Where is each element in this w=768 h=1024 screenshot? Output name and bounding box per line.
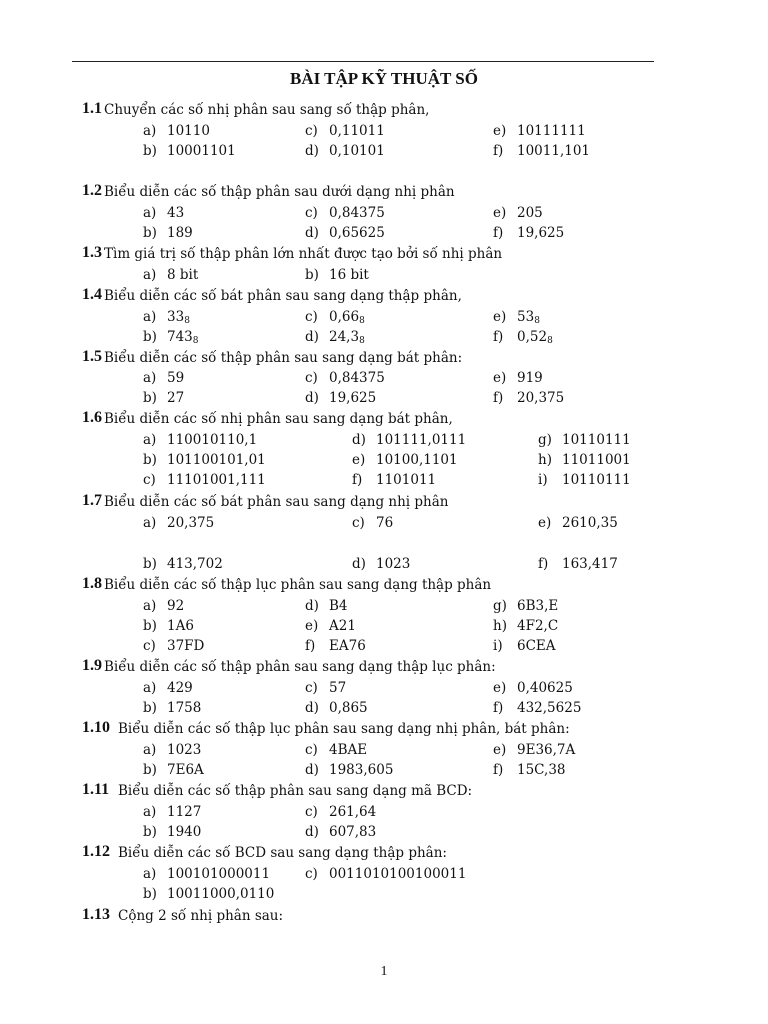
question-number: 1.11 — [82, 781, 110, 798]
answer-option — [143, 267, 198, 283]
option-value: 76 — [376, 515, 394, 531]
option-letter: a) — [143, 515, 157, 531]
answer-option — [143, 309, 190, 326]
answer-option — [352, 472, 436, 488]
option-letter: g) — [493, 598, 507, 614]
option-letter: e) — [493, 309, 507, 325]
answer-option — [305, 370, 385, 386]
option-letter: d) — [305, 598, 319, 614]
base-subscript: 8 — [192, 336, 199, 346]
answer-option — [143, 866, 270, 882]
option-letter: b) — [143, 762, 157, 778]
base-subscript: 8 — [359, 336, 365, 346]
question-number: 1.3 — [82, 244, 102, 261]
answer-option — [305, 866, 466, 882]
answer-option — [143, 680, 193, 696]
option-letter: a) — [143, 309, 157, 325]
question-text: Biểu diễn các số nhị phân sau sang dạng bát phân, — [104, 411, 453, 427]
question-text: Cộng 2 số nhị phân sau: — [118, 908, 284, 924]
question-text: Biểu diễn các số bát phân sau sang dạng thập phân, — [104, 288, 462, 304]
question-number: 1.9 — [82, 657, 102, 674]
option-value: 6B3,E — [517, 598, 559, 614]
question-text: Biểu diễn các số thập lục phân sau sang dạng nhị phân, bát phân: — [118, 721, 570, 737]
answer-option — [352, 515, 393, 531]
option-value: 20,375 — [167, 515, 215, 531]
answer-option — [143, 225, 193, 241]
option-letter: f) — [493, 390, 504, 406]
option-letter: d) — [305, 762, 319, 778]
option-letter: e) — [305, 618, 319, 634]
option-letter: d) — [305, 390, 319, 406]
option-letter: e) — [538, 515, 552, 531]
answer-option — [305, 309, 365, 326]
answer-option — [143, 598, 184, 614]
option-letter: b) — [143, 700, 157, 716]
option-value: 37FD — [167, 638, 205, 654]
option-value: 7E6A — [167, 762, 204, 778]
question-text: Tìm giá trị số thập phân lớn nhất được tạo bởi số nhị phân — [104, 246, 503, 262]
answer-option — [305, 205, 385, 221]
page-title: BÀI TẬP KỸ THUẬT SỐ — [289, 69, 478, 88]
option-letter: h) — [538, 452, 552, 468]
answer-option — [305, 390, 376, 406]
option-letter: e) — [493, 680, 507, 696]
answer-option — [143, 515, 214, 531]
answer-option — [143, 700, 201, 716]
option-value: 10011000,0110 — [167, 886, 275, 902]
option-value: 205 — [517, 205, 543, 221]
option-letter: f) — [493, 762, 504, 778]
answer-option — [493, 370, 543, 386]
answer-option — [143, 556, 223, 572]
option-value: 413,702 — [167, 556, 223, 572]
option-value: 432,5625 — [517, 700, 582, 716]
option-letter: a) — [143, 598, 157, 614]
question-number: 1.13 — [82, 906, 110, 923]
answer-option — [538, 515, 618, 531]
option-value: 0,84375 — [329, 370, 385, 386]
answer-option — [493, 329, 553, 346]
question-number: 1.1 — [82, 100, 102, 117]
option-letter: d) — [352, 432, 366, 448]
answer-option — [493, 225, 564, 241]
option-value: 0,11011 — [329, 123, 385, 139]
option-value: 2610,35 — [562, 515, 618, 531]
option-letter: a) — [143, 804, 157, 820]
answer-option — [143, 824, 201, 840]
option-letter: e) — [493, 742, 507, 758]
option-value: 100101000011 — [167, 866, 271, 882]
option-letter: b) — [143, 618, 157, 634]
option-letter: b) — [143, 225, 157, 241]
option-letter: c) — [305, 205, 318, 221]
answer-option — [538, 452, 631, 468]
answer-option — [305, 267, 369, 283]
option-letter: c) — [305, 680, 318, 696]
option-value: 10110111 — [562, 472, 631, 488]
answer-option — [305, 618, 356, 634]
option-letter: c) — [305, 742, 318, 758]
option-value: 0,10101 — [329, 143, 385, 159]
option-value: 1023 — [167, 742, 202, 758]
answer-option — [143, 762, 204, 778]
option-letter: h) — [493, 618, 507, 634]
base-subscript: 8 — [184, 316, 190, 326]
option-letter: b) — [143, 556, 157, 572]
option-letter: e) — [493, 205, 507, 221]
base-subscript: 8 — [547, 336, 553, 346]
option-value: 33 — [167, 309, 185, 325]
option-letter: f) — [493, 143, 504, 159]
option-value: 27 — [167, 390, 185, 406]
option-letter: c) — [305, 804, 318, 820]
page-number: 1 — [380, 964, 388, 979]
option-value: 1101011 — [376, 472, 437, 488]
question-number: 1.12 — [82, 843, 110, 860]
option-value: 6CEA — [517, 638, 556, 654]
question-text: Biểu diễn các số BCD sau sang dạng thập phân: — [118, 845, 447, 861]
option-letter: f) — [493, 225, 504, 241]
base-subscript: 8 — [359, 316, 365, 326]
option-value: 1983,605 — [329, 762, 394, 778]
answer-option — [493, 618, 558, 634]
option-letter: b) — [143, 143, 157, 159]
answer-option — [305, 143, 385, 159]
answer-option — [143, 618, 194, 634]
answer-option — [493, 123, 586, 139]
option-value: 10110 — [167, 123, 210, 139]
answer-option — [493, 309, 540, 326]
option-letter: c) — [305, 123, 318, 139]
option-letter: a) — [143, 742, 157, 758]
option-letter: g) — [538, 432, 552, 448]
option-letter: b) — [143, 824, 157, 840]
option-value: 4F2,C — [517, 618, 559, 634]
option-letter: b) — [143, 886, 157, 902]
option-value: 429 — [167, 680, 193, 696]
option-value: 0,84375 — [329, 205, 385, 221]
answer-option — [493, 742, 575, 758]
option-letter: f) — [352, 472, 363, 488]
header-rule — [72, 61, 654, 62]
option-value: 1A6 — [167, 618, 194, 634]
answer-option — [143, 123, 210, 139]
option-value: 57 — [329, 680, 347, 696]
question-number: 1.2 — [82, 182, 102, 199]
base-subscript: 8 — [534, 316, 540, 326]
option-value: 11101001,111 — [167, 472, 266, 488]
option-value: 0011010100100011 — [329, 866, 467, 882]
option-letter: i) — [493, 638, 503, 654]
option-value: 10001101 — [167, 143, 236, 159]
option-letter: c) — [305, 370, 318, 386]
option-letter: e) — [352, 452, 366, 468]
option-value: 20,375 — [517, 390, 565, 406]
option-value: 43 — [167, 205, 185, 221]
option-letter: d) — [352, 556, 366, 572]
answer-option — [305, 824, 376, 840]
answer-option — [305, 123, 385, 139]
option-value: 4BAE — [329, 742, 368, 758]
answer-option — [143, 329, 199, 346]
answer-option — [538, 432, 631, 448]
option-letter: a) — [143, 680, 157, 696]
answer-option — [143, 390, 184, 406]
option-value: 24,3 — [329, 329, 360, 345]
answer-option — [143, 804, 201, 820]
option-letter: c) — [305, 866, 318, 882]
option-value: 59 — [167, 370, 185, 386]
option-value: 0,65625 — [329, 225, 385, 241]
option-letter: c) — [305, 309, 318, 325]
answer-option — [493, 143, 590, 159]
option-value: 0,865 — [329, 700, 368, 716]
answer-option — [143, 886, 274, 902]
option-letter: d) — [305, 143, 319, 159]
option-value: 1758 — [167, 700, 202, 716]
answer-option — [305, 329, 365, 346]
question-number: 1.4 — [82, 286, 102, 303]
option-value: EA76 — [329, 638, 366, 654]
question-text: Biểu diễn các số thập phân sau sang dạng mã BCD: — [118, 783, 473, 799]
option-value: 0,40625 — [517, 680, 573, 696]
option-value: 163,417 — [562, 556, 618, 572]
answer-option — [493, 680, 573, 696]
question-text: Biểu diễn các số thập phân sau sang dạng thập lục phân: — [104, 659, 496, 675]
answer-option — [352, 432, 466, 448]
option-letter: c) — [352, 515, 365, 531]
option-value: 607,83 — [329, 824, 377, 840]
answer-option — [305, 680, 346, 696]
option-letter: b) — [143, 390, 157, 406]
option-letter: a) — [143, 866, 157, 882]
option-value: B4 — [329, 598, 348, 614]
answer-option — [143, 472, 266, 488]
option-value: 19,625 — [517, 225, 565, 241]
answer-option — [305, 762, 393, 778]
answer-option — [493, 700, 581, 716]
answer-option — [493, 638, 556, 654]
option-value: A21 — [329, 618, 356, 634]
option-value: 743 — [167, 329, 193, 345]
option-value: 101100101,01 — [167, 452, 266, 468]
answer-option — [493, 762, 566, 778]
option-letter: b) — [305, 267, 319, 283]
option-letter: f) — [493, 329, 504, 345]
answer-option — [143, 370, 184, 386]
answer-option — [493, 390, 564, 406]
answer-option — [352, 556, 410, 572]
option-letter: d) — [305, 824, 319, 840]
option-letter: a) — [143, 123, 157, 139]
answer-option — [305, 598, 348, 614]
option-value: 110010110,1 — [167, 432, 258, 448]
answer-option — [143, 452, 266, 468]
option-value: 10011,101 — [517, 143, 591, 159]
answer-option — [493, 598, 558, 614]
answer-option — [143, 143, 236, 159]
option-letter: i) — [538, 472, 548, 488]
answer-option — [143, 742, 201, 758]
question-number: 1.7 — [82, 492, 102, 509]
option-value: 10110111 — [562, 432, 631, 448]
option-letter: d) — [305, 225, 319, 241]
answer-option — [143, 638, 204, 654]
question-text: Chuyển các số nhị phân sau sang số thập phân, — [104, 102, 430, 118]
question-text: Biểu diễn các số bát phân sau sang dạng nhị phân — [104, 494, 449, 510]
question-text: Biểu diễn các số thập phân sau sang dạng bát phân: — [104, 350, 463, 366]
question-text: Biểu diễn các số thập lục phân sau sang dạng thập phân — [104, 577, 492, 593]
option-value: 53 — [517, 309, 535, 325]
option-value: 10111111 — [517, 123, 586, 139]
option-value: 0,66 — [329, 309, 360, 325]
option-value: 0,52 — [517, 329, 548, 345]
option-letter: d) — [305, 700, 319, 716]
option-value: 101111,0111 — [376, 432, 467, 448]
option-letter: f) — [493, 700, 504, 716]
question-number: 1.10 — [82, 719, 110, 736]
option-value: 11011001 — [562, 452, 631, 468]
option-letter: a) — [143, 432, 157, 448]
answer-option — [538, 556, 618, 572]
option-letter: d) — [305, 329, 319, 345]
answer-option — [305, 700, 368, 716]
option-letter: c) — [143, 638, 156, 654]
question-text: Biểu diễn các số thập phân sau dưới dạng nhị phân — [104, 184, 455, 200]
option-letter: b) — [143, 452, 157, 468]
answer-option — [305, 804, 376, 820]
option-value: 1023 — [376, 556, 411, 572]
option-value: 1940 — [167, 824, 202, 840]
option-letter: a) — [143, 267, 157, 283]
option-value: 261,64 — [329, 804, 377, 820]
question-number: 1.5 — [82, 348, 102, 365]
answer-option — [143, 205, 184, 221]
answer-option — [143, 432, 257, 448]
option-value: 16 bit — [329, 267, 369, 283]
answer-option — [538, 472, 631, 488]
option-value: 189 — [167, 225, 193, 241]
option-letter: f) — [305, 638, 316, 654]
option-letter: a) — [143, 370, 157, 386]
option-value: 15C,38 — [517, 762, 566, 778]
option-value: 10100,1101 — [376, 452, 458, 468]
option-value: 92 — [167, 598, 185, 614]
option-letter: e) — [493, 123, 507, 139]
answer-option — [305, 225, 385, 241]
option-letter: b) — [143, 329, 157, 345]
option-value: 9E36,7A — [517, 742, 576, 758]
option-letter: c) — [143, 472, 156, 488]
option-value: 8 bit — [167, 267, 199, 283]
option-letter: f) — [538, 556, 549, 572]
option-letter: a) — [143, 205, 157, 221]
option-letter: e) — [493, 370, 507, 386]
option-value: 1127 — [167, 804, 202, 820]
answer-option — [305, 638, 366, 654]
question-number: 1.6 — [82, 409, 102, 426]
question-number: 1.8 — [82, 575, 102, 592]
option-value: 919 — [517, 370, 543, 386]
answer-option — [305, 742, 367, 758]
answer-option — [352, 452, 458, 468]
answer-option — [493, 205, 543, 221]
option-value: 19,625 — [329, 390, 377, 406]
